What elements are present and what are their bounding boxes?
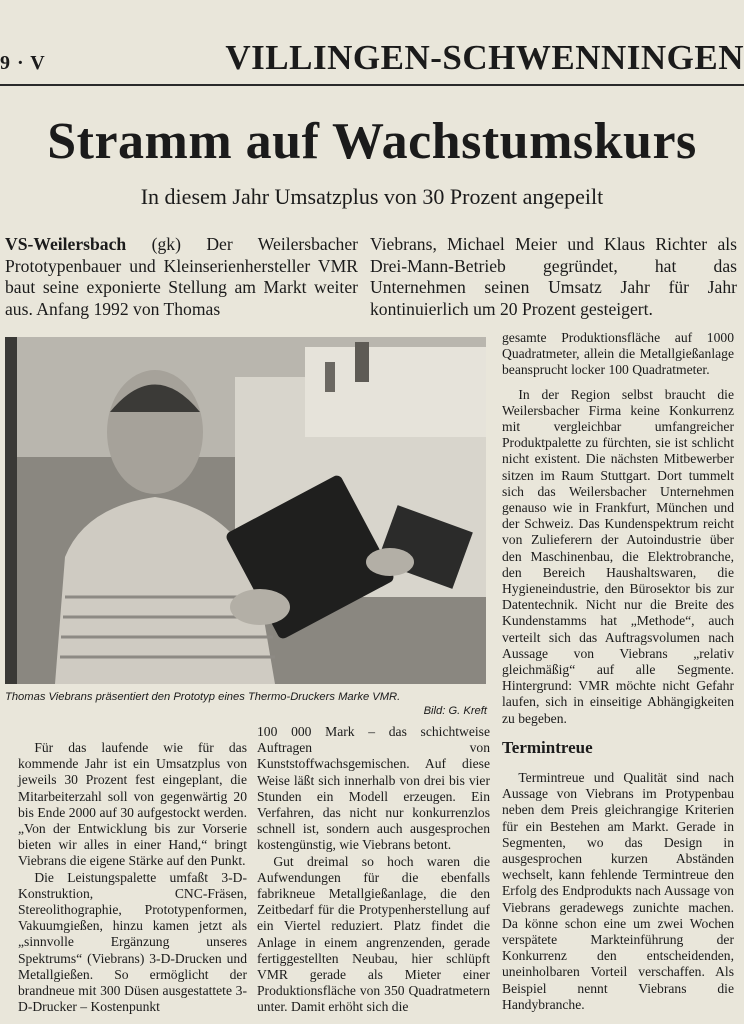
lead-right [370,234,737,320]
lead-right-text: Viebrans, Michael Meier und Klaus Richter als Drei-Mann-Betrieb gegründet, hat das Unternehmen seinen Umsatz Jahr für Jahr kontinuierlich um 20 Prozent gesteigert. [370,234,737,319]
page-marker: 9 · V [0,52,46,74]
lead-left-text: (gk) Der Weilersbacher Prototypenbauer und Kleinserienhersteller VMR baut seine exponierte Stellung am Markt weiter aus. Anfang 1992 von Thomas [5,234,358,319]
col3-paragraph-1: gesamte Produktionsfläche auf 1000 Quadratmeter, allein die Metallgießanlage beansprucht locker 100 Quadratmeter. [502,330,734,378]
col2-paragraph-2: Gut dreimal so hoch waren die Aufwendungen für die ebenfalls fabrikneue Metallgießanlage, die den Zeitbedarf für die Protypenherstellung auf ein Viertel reduziert. Platz findet die Anlage in einem angrenzenden, gerade fertiggestellten Neubau, hier schlüpft VMR gerade als Mieter einer Produktionsfläche von 350 Quadratmetern unter. Damit erhöht sich die [257,853,490,1015]
lead-left [5,234,358,320]
headline: Stramm auf Wachstumskurs [47,113,697,170]
photo-caption-block [5,690,487,718]
photo-caption: Thomas Viebrans präsentiert den Prototyp eines Thermo-Druckers Marke VMR. [5,691,401,703]
col2-paragraph-1: 100 000 Mark – das schichtweise Auftragen von Kunststoffwachsgemischen. Auf diese Weise läßt sich innerhalb von drei bis vier Stunden ein Modell erzeugen. Ein Verfahren, das nicht nur konkurrenzlos schnell ist, sondern auch ausgesprochen kostengünstig, wie Viebrans betont. [257,724,490,853]
col1-paragraph-2: Die Leistungspalette umfaßt 3-D-Konstruktion, CNC-Fräsen, Stereolithographie, Prototypenformen, Vakuumgießen, hinzu kamen jetzt als „sinnvolle Ergänzung unseres Spektrums“ (Viebrans) 3-D-Drucken und Metallgießen. So ermöglicht der brandneue mit 300 Düsen ausgestattete 3-D-Drucker – Kostenpunkt [18,869,247,1015]
column-3-top [502,330,734,727]
photo-illustration [5,337,486,684]
masthead-rule [0,84,744,86]
subheadline: In diesem Jahr Umsatzplus von 30 Prozent angepeilt [140,184,604,209]
col3-paragraph-3: Termintreue und Qualität sind nach Aussage von Viebrans im Protypenbau neben dem Preis gleichrangige Kriterien für ein Bestehen am Markt. Gerade in Segmenten, wo das Design in ausgesprochen kurzen Abständen wechselt, kann fehlende Termintreue den Erfolg des Endprodukts nach Aussage von Viebrans geradewegs zunichte machen. Da könne schon eine um zwei Wochen verspätete Markteinführung der Konkurrenz den entscheidenden, uneinholbaren Vorteil verschaffen. Als Beispiel nennt Viebrans die Handybranche. [502,770,734,1012]
article-photo [5,337,486,684]
col1-paragraph-1: Für das laufende wie für das kommende Jahr ist ein Umsatzplus von jeweils 30 Prozent fest eingeplant, die Mitarbeiterzahl soll von gegenwärtig 20 bis Ende 2000 auf 30 aufgestockt werden. „Von der Entwicklung bis zur Vorserie bieten wir alles in einer Hand,“ bringt Viebrans die eigene Stärke auf den Punkt. [18,740,247,869]
column-3-bottom [502,770,734,1013]
section-title: VILLINGEN-SCHWENNINGEN [225,38,744,77]
column-2 [257,724,490,1016]
subheading-termintreue: Termintreue [502,738,593,757]
col3-paragraph-2: In der Region selbst braucht die Weilersbacher Firma keine Konkurrenz mit vergleichbar umfangreicher Produktpalette zu fürchten, sie ist schlicht nicht existent. Die nächsten Mitbewerber sitzen im Raum Stuttgart. Dort tummelt sich das Weilersbacher Unternehmen genauso wie in Frankfurt, München und der Schweiz. Das Kundenspektrum reicht von Zulieferern der Autoindustrie über den Maschinenbau, die Elektrobranche, den Bereich Haushaltswaren, die Hygieneindustrie, den Bürosektor bis zur Datentechnik. Nicht nur die Breite des Kundenstamms hat „Methode“, auch verteilt sich das Auftragsvolumen nach Aussage von Viebrans „relativ gleichmäßig“ auf alle Segmente. Hintergrund: VMR möchte nicht Gefahr laufen, sich in einseitige Abhängigkeiten zu begeben. [502,386,734,726]
photo-credit: Bild: G. Kreft [423,705,487,717]
dateline: VS-Weilersbach [5,234,127,254]
column-1 [18,740,247,1015]
